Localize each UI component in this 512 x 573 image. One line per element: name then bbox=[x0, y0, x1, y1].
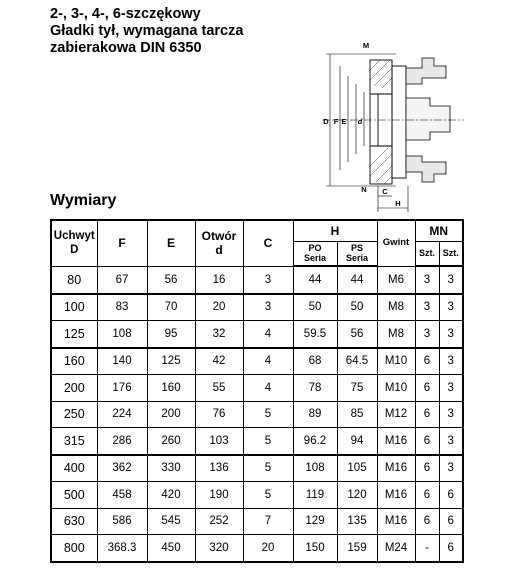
cell-mn-szt-2: 3 bbox=[439, 428, 463, 455]
cell-h-ps: 56 bbox=[337, 321, 377, 348]
cell-d: 250 bbox=[51, 401, 97, 428]
cell-mn-szt-1: - bbox=[415, 535, 439, 562]
dimension-lines bbox=[326, 54, 408, 212]
cell-e: 545 bbox=[147, 508, 195, 535]
cell-mn-szt-2: 3 bbox=[439, 294, 463, 321]
cell-otwor: 252 bbox=[195, 508, 243, 535]
cell-otwor: 136 bbox=[195, 455, 243, 482]
cell-otwor: 320 bbox=[195, 535, 243, 562]
heading-line-3: zabierakowa DIN 6350 bbox=[50, 40, 202, 56]
cell-e: 95 bbox=[147, 321, 195, 348]
header-e: E bbox=[147, 220, 195, 266]
cell-mn-szt-2: 3 bbox=[439, 375, 463, 402]
cell-e: 200 bbox=[147, 401, 195, 428]
cell-f: 368.3 bbox=[97, 535, 147, 562]
cell-otwor: 16 bbox=[195, 266, 243, 294]
cell-gwint: M16 bbox=[377, 455, 415, 482]
cell-otwor: 20 bbox=[195, 294, 243, 321]
cell-c: 7 bbox=[243, 508, 293, 535]
cell-f: 586 bbox=[97, 508, 147, 535]
cell-gwint: M24 bbox=[377, 535, 415, 562]
cell-h-ps: 135 bbox=[337, 508, 377, 535]
cell-h-po: 96.2 bbox=[293, 428, 337, 455]
table-row bbox=[51, 428, 463, 455]
cell-c: 3 bbox=[243, 266, 293, 294]
cell-d: 500 bbox=[51, 482, 97, 509]
cell-h-ps: 94 bbox=[337, 428, 377, 455]
cell-otwor: 42 bbox=[195, 348, 243, 375]
cell-e: 125 bbox=[147, 348, 195, 375]
cell-otwor: 190 bbox=[195, 482, 243, 509]
label-d-bore: d bbox=[357, 117, 363, 126]
cell-c: 5 bbox=[243, 455, 293, 482]
cell-h-ps: 44 bbox=[337, 266, 377, 294]
cell-mn-szt-1: 6 bbox=[415, 455, 439, 482]
header-mn-szt-1: Szt. bbox=[415, 241, 439, 266]
cell-h-po: 89 bbox=[293, 401, 337, 428]
table-row bbox=[51, 375, 463, 402]
cell-mn-szt-1: 6 bbox=[415, 428, 439, 455]
cell-c: 4 bbox=[243, 348, 293, 375]
cell-gwint: M6 bbox=[377, 266, 415, 294]
cell-gwint: M16 bbox=[377, 428, 415, 455]
table-row bbox=[51, 321, 463, 348]
cell-f: 458 bbox=[97, 482, 147, 509]
cell-e: 450 bbox=[147, 535, 195, 562]
section-hatching bbox=[370, 60, 392, 184]
cell-e: 330 bbox=[147, 455, 195, 482]
cell-c: 4 bbox=[243, 375, 293, 402]
cell-gwint: M16 bbox=[377, 508, 415, 535]
cell-h-po: 68 bbox=[293, 348, 337, 375]
cell-h-po: 108 bbox=[293, 455, 337, 482]
cell-mn-szt-1: 6 bbox=[415, 401, 439, 428]
cell-d: 630 bbox=[51, 508, 97, 535]
cell-otwor: 103 bbox=[195, 428, 243, 455]
cell-d: 100 bbox=[51, 294, 97, 321]
cell-mn-szt-1: 3 bbox=[415, 266, 439, 294]
cell-f: 362 bbox=[97, 455, 147, 482]
cell-e: 56 bbox=[147, 266, 195, 294]
header-gwint: Gwint bbox=[377, 220, 415, 266]
cell-h-ps: 85 bbox=[337, 401, 377, 428]
header-h-po-seria: PO Seria bbox=[293, 241, 337, 266]
label-e: E bbox=[341, 117, 347, 126]
cell-c: 3 bbox=[243, 294, 293, 321]
heading-line-2: Gładki tył, wymagana tarcza bbox=[50, 23, 244, 39]
cell-e: 70 bbox=[147, 294, 195, 321]
cell-h-po: 50 bbox=[293, 294, 337, 321]
cell-gwint: M12 bbox=[377, 401, 415, 428]
cell-otwor: 55 bbox=[195, 375, 243, 402]
table-row bbox=[51, 294, 463, 321]
cell-d: 160 bbox=[51, 348, 97, 375]
cell-e: 420 bbox=[147, 482, 195, 509]
header-c: C bbox=[243, 220, 293, 266]
table-row bbox=[51, 508, 463, 535]
cell-c: 5 bbox=[243, 428, 293, 455]
cell-d: 400 bbox=[51, 455, 97, 482]
cell-mn-szt-2: 3 bbox=[439, 348, 463, 375]
cell-mn-szt-1: 6 bbox=[415, 348, 439, 375]
cell-mn-szt-2: 3 bbox=[439, 401, 463, 428]
cell-d: 125 bbox=[51, 321, 97, 348]
label-f: F bbox=[333, 117, 339, 126]
cell-f: 67 bbox=[97, 266, 147, 294]
header-otwor: Otwór d bbox=[195, 220, 243, 266]
cell-otwor: 76 bbox=[195, 401, 243, 428]
dimensions-table-body bbox=[51, 266, 463, 562]
cell-mn-szt-1: 3 bbox=[415, 321, 439, 348]
cell-h-po: 119 bbox=[293, 482, 337, 509]
product-heading bbox=[50, 6, 310, 57]
cell-h-ps: 159 bbox=[337, 535, 377, 562]
header-mn: MN bbox=[415, 220, 463, 241]
table-row bbox=[51, 482, 463, 509]
cell-mn-szt-2: 6 bbox=[439, 508, 463, 535]
label-h: H bbox=[395, 199, 401, 208]
cell-gwint: M10 bbox=[377, 375, 415, 402]
header-h: H bbox=[293, 220, 377, 241]
cell-gwint: M8 bbox=[377, 294, 415, 321]
chuck-technical-drawing bbox=[318, 36, 468, 214]
cell-d: 315 bbox=[51, 428, 97, 455]
cell-mn-szt-2: 6 bbox=[439, 482, 463, 509]
cell-h-ps: 64.5 bbox=[337, 348, 377, 375]
table-row bbox=[51, 455, 463, 482]
cell-h-ps: 120 bbox=[337, 482, 377, 509]
cell-c: 20 bbox=[243, 535, 293, 562]
table-row bbox=[51, 348, 463, 375]
cell-f: 140 bbox=[97, 348, 147, 375]
cell-e: 260 bbox=[147, 428, 195, 455]
section-title-dimensions: Wymiary bbox=[50, 192, 117, 209]
cell-d: 80 bbox=[51, 266, 97, 294]
cell-h-po: 150 bbox=[293, 535, 337, 562]
cell-d: 200 bbox=[51, 375, 97, 402]
cell-mn-szt-1: 3 bbox=[415, 294, 439, 321]
heading-line-1: 2-, 3-, 4-, 6-szczękowy bbox=[50, 6, 201, 22]
cell-f: 176 bbox=[97, 375, 147, 402]
header-uchwyt: Uchwyt D bbox=[51, 220, 97, 266]
cell-h-ps: 75 bbox=[337, 375, 377, 402]
label-m: M bbox=[362, 41, 370, 50]
cell-mn-szt-1: 6 bbox=[415, 375, 439, 402]
cell-mn-szt-2: 6 bbox=[439, 535, 463, 562]
cell-mn-szt-2: 3 bbox=[439, 266, 463, 294]
label-c: C bbox=[382, 187, 388, 196]
cell-d: 800 bbox=[51, 535, 97, 562]
table-row bbox=[51, 401, 463, 428]
cell-f: 108 bbox=[97, 321, 147, 348]
cell-h-ps: 50 bbox=[337, 294, 377, 321]
cell-f: 83 bbox=[97, 294, 147, 321]
header-mn-szt-2: Szt. bbox=[439, 241, 463, 266]
table-row bbox=[51, 266, 463, 294]
cell-mn-szt-2: 3 bbox=[439, 321, 463, 348]
chuck-body bbox=[370, 60, 406, 184]
header-h-ps-seria: PS Seria bbox=[337, 241, 377, 266]
label-d-outer: D bbox=[323, 117, 329, 126]
table-row bbox=[51, 535, 463, 562]
cell-gwint: M16 bbox=[377, 482, 415, 509]
cell-gwint: M10 bbox=[377, 348, 415, 375]
cell-mn-szt-2: 3 bbox=[439, 455, 463, 482]
cell-e: 160 bbox=[147, 375, 195, 402]
cell-h-ps: 105 bbox=[337, 455, 377, 482]
label-n: N bbox=[361, 185, 367, 194]
cell-otwor: 32 bbox=[195, 321, 243, 348]
cell-c: 5 bbox=[243, 482, 293, 509]
cell-f: 224 bbox=[97, 401, 147, 428]
cell-h-po: 44 bbox=[293, 266, 337, 294]
cell-gwint: M8 bbox=[377, 321, 415, 348]
cell-f: 286 bbox=[97, 428, 147, 455]
cell-h-po: 78 bbox=[293, 375, 337, 402]
cell-h-po: 129 bbox=[293, 508, 337, 535]
cell-mn-szt-1: 6 bbox=[415, 482, 439, 509]
cell-mn-szt-1: 6 bbox=[415, 508, 439, 535]
header-f: F bbox=[97, 220, 147, 266]
dimensions-table bbox=[50, 219, 464, 563]
cell-c: 4 bbox=[243, 321, 293, 348]
cell-h-po: 59.5 bbox=[293, 321, 337, 348]
cell-c: 5 bbox=[243, 401, 293, 428]
